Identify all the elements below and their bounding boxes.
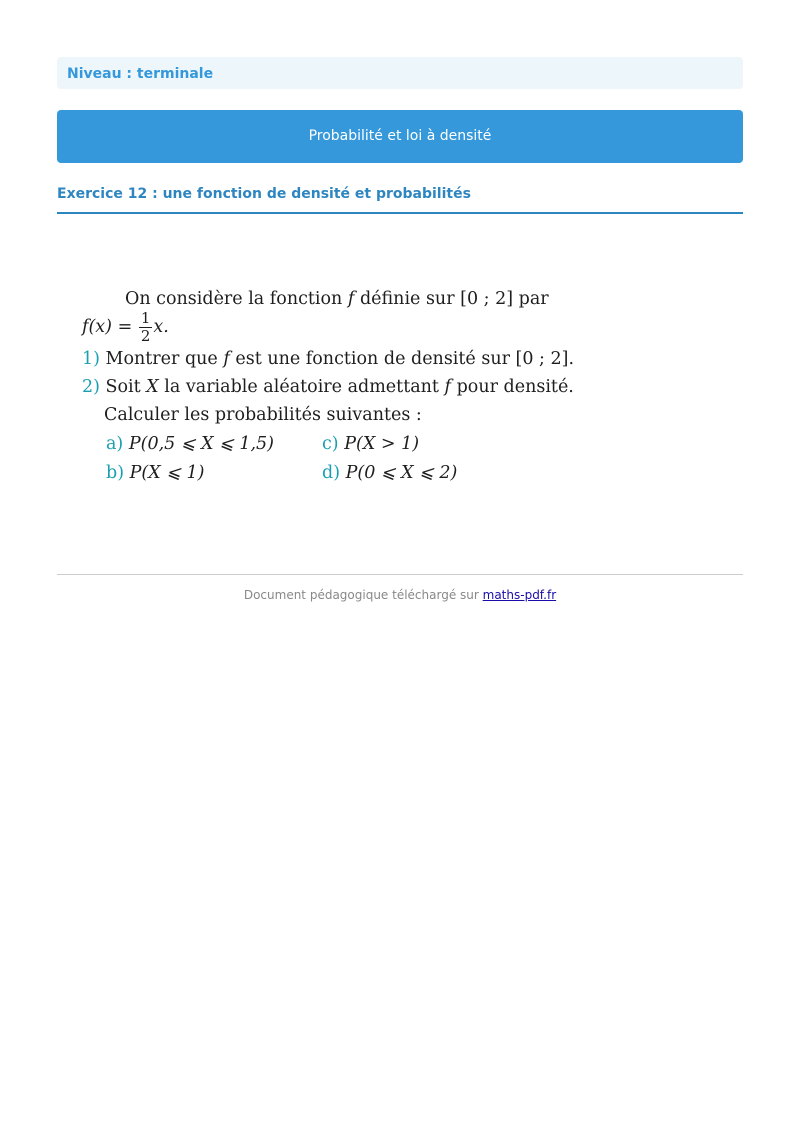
question-1: 1) Montrer que f est une fonction de densité sur [0 ; 2]. [82,349,575,369]
item-a: a) P(0,5 ⩽ X ⩽ 1,5) [106,434,274,454]
footer-link[interactable]: maths-pdf.fr [482,588,557,602]
footer [57,588,743,602]
question-2-instruction: Calculer les probabilités suivantes : [104,405,422,425]
footer-divider [57,574,743,575]
question-2: 2) Soit X la variable aléatoire admettant f pour densité. [82,377,574,397]
footer-text: Document pédagogique téléchargé sur [243,588,483,602]
exercise-title: Exercice 12 : une fonction de densité et probabilités [57,186,471,202]
intro-line-2: f(x) = $\frac{1}{2}$ x. [82,309,169,345]
exercise-title-underline [57,212,743,214]
level-box [57,57,743,89]
item-c: c) P(X > 1) [322,434,420,454]
fraction: $\frac{1}{2}$ [140,309,151,345]
intro-line-1: On considère la fonction f définie sur [0 ; 2] par [125,289,549,309]
item-d: d) P(0 ⩽ X ⩽ 2) [322,463,458,483]
chapter-banner: Probabilité et loi à densité [57,110,743,163]
level-label: Niveau : terminale [67,66,214,82]
item-b: b) P(X ⩽ 1) [106,463,205,483]
